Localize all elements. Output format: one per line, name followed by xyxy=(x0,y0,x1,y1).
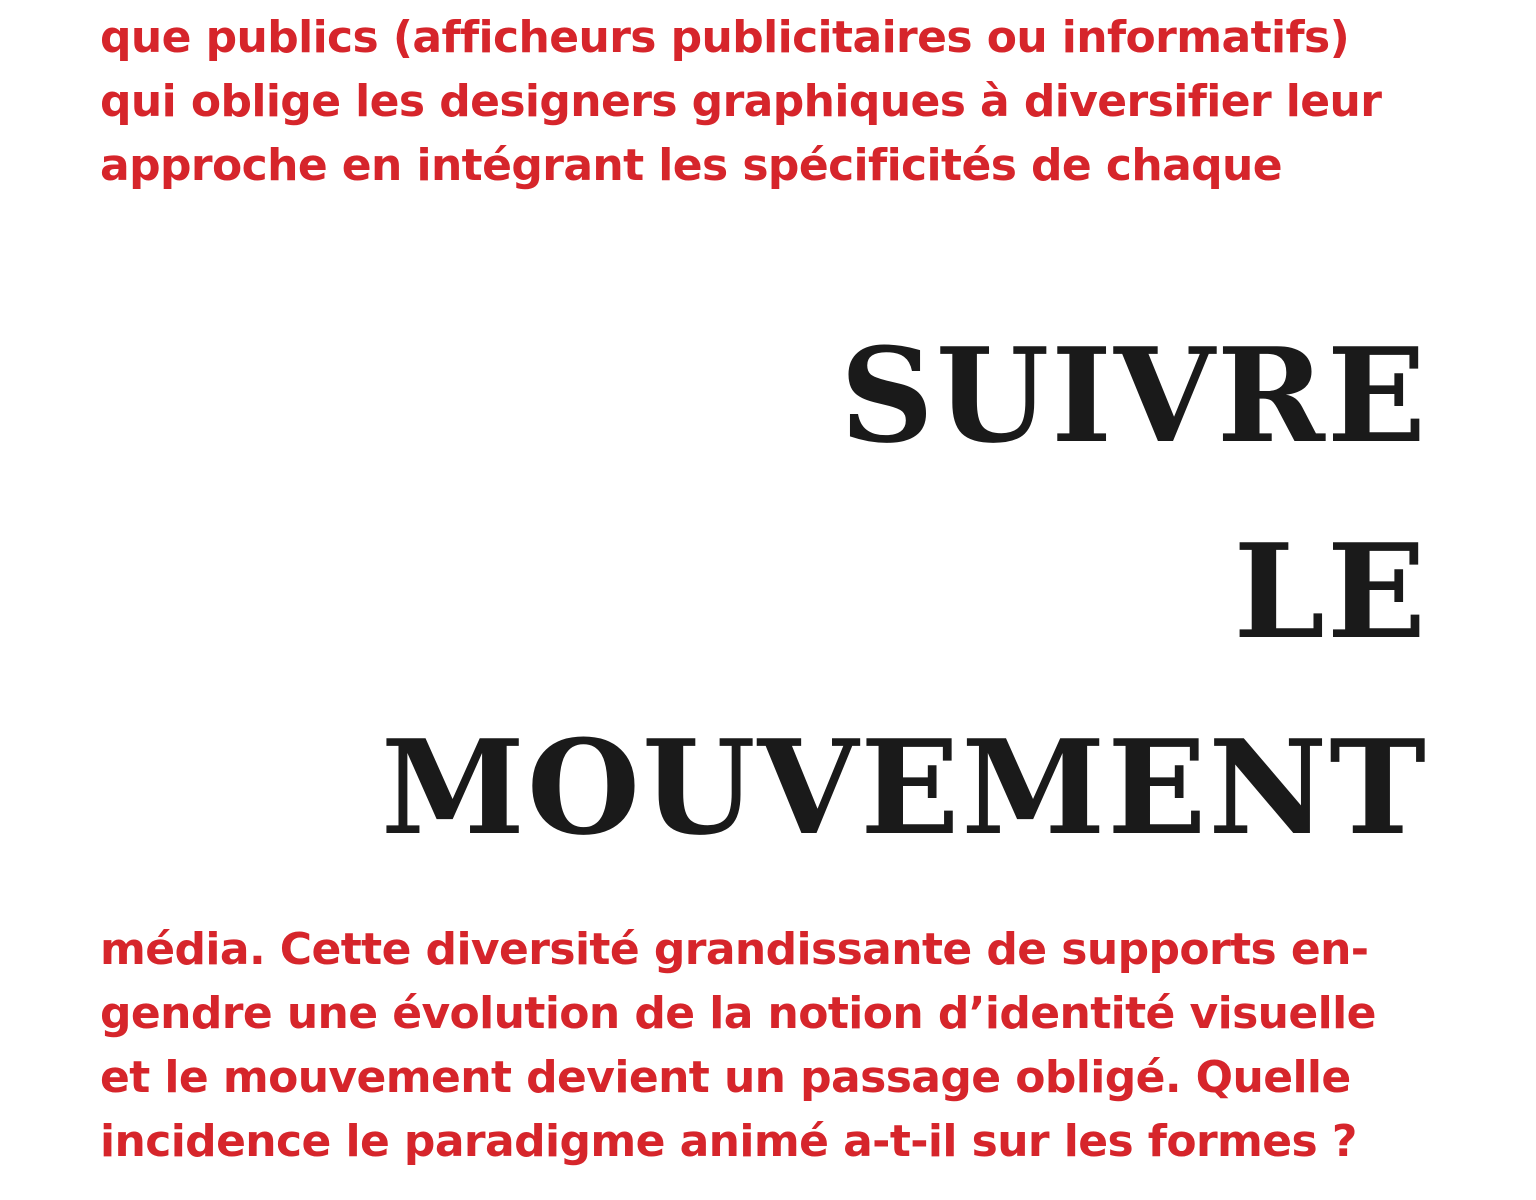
continuation-line: incidence le paradigme animé a-t-il sur les formes ? xyxy=(100,1116,1357,1167)
title-line-suivre: SUIVRE xyxy=(839,319,1428,472)
section-title xyxy=(381,298,1428,886)
title-line-le: LE xyxy=(1233,515,1428,668)
continuation-line: gendre une évolution de la notion d’identité visuelle xyxy=(100,988,1376,1039)
continuation-line: média. Cette diversité grandissante de supports en- xyxy=(100,924,1369,975)
intro-line: approche en intégrant les spécificités de chaque xyxy=(100,140,1283,191)
continuation-paragraph xyxy=(100,918,1460,1174)
continuation-line: et le mouvement devient un passage obligé. Quelle xyxy=(100,1052,1351,1103)
intro-paragraph xyxy=(100,6,1460,198)
intro-line: qui oblige les designers graphiques à diversifier leur xyxy=(100,76,1382,127)
intro-line: que publics (afficheurs publicitaires ou informatifs) xyxy=(100,12,1350,63)
title-line-mouvement: MOUVEMENT xyxy=(380,711,1428,864)
